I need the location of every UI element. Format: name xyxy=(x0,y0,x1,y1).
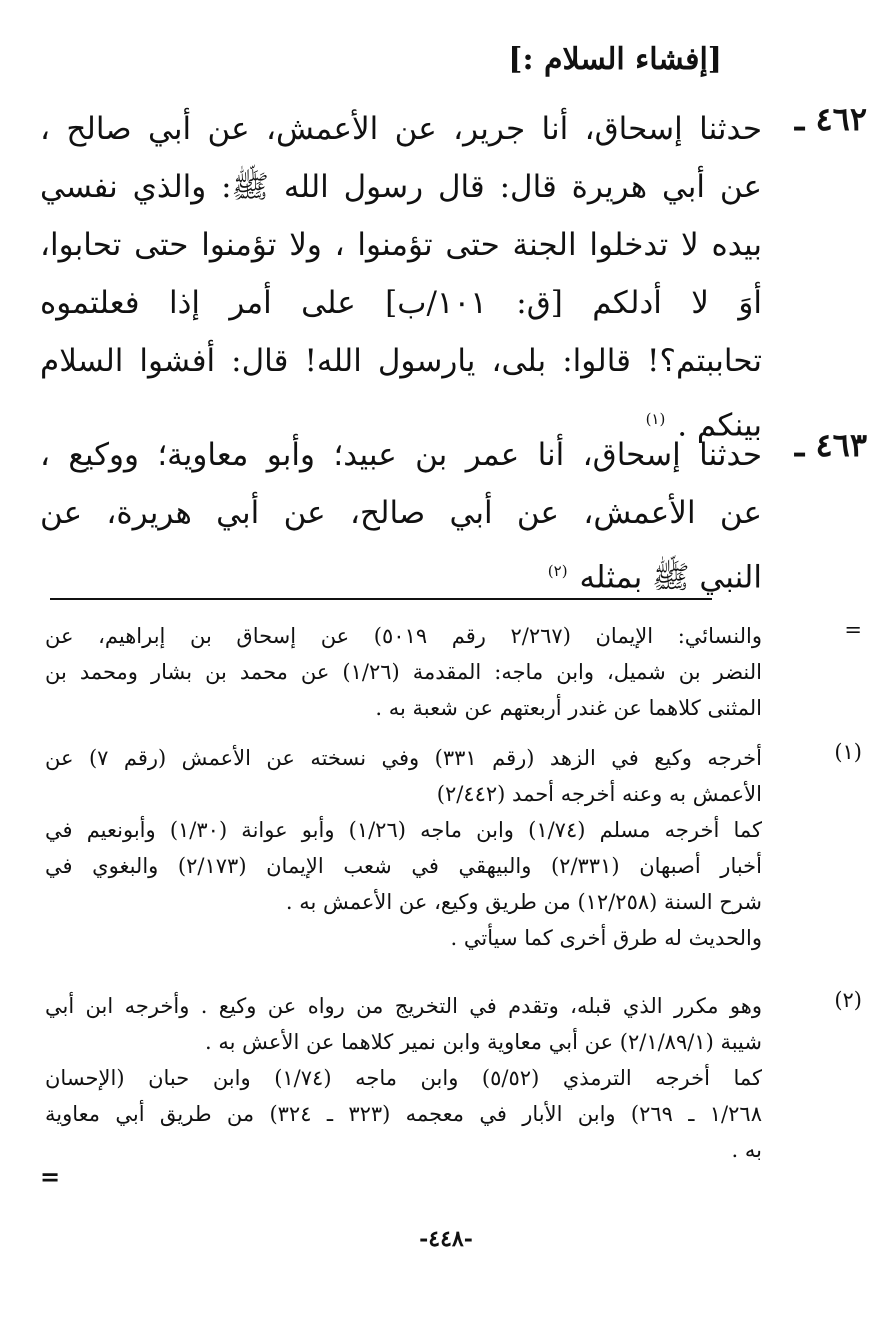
footnote-2 xyxy=(45,988,862,1168)
footnote-line: وهو مكرر الذي قبله، وتقدم في التخريج من رواه عن وكيع . وأخرجه ابن أبي xyxy=(45,994,762,1018)
continuation-marker-bottom: = xyxy=(40,1162,61,1191)
footnote-line: به . xyxy=(731,1138,762,1162)
footnote-line: ١/٢٦٨ ـ ٢٦٩) وابن الأبار في معجمه (٣٢٣ ـ ٣٢٤) من طريق أبي معاوية xyxy=(45,1102,762,1126)
page-number: -٤٤٨- xyxy=(419,1226,473,1252)
footnote-line: أخبار أصبهان (٢/٣٣١) والبيهقي في شعب الإيمان (٢/١٧٣) والبغوي في xyxy=(45,854,762,878)
hadith-text: النبي ﷺ بمثله xyxy=(579,559,762,596)
footnote-line: النضر بن شميل، وابن ماجه: المقدمة (١/٢٦) عن محمد بن بشار ومحمد بن xyxy=(45,660,762,684)
hadith-line xyxy=(40,542,762,600)
hadith-text: بينكم . xyxy=(677,407,762,444)
continuation-marker: = xyxy=(844,618,862,642)
footnote-line: كما أخرجه الترمذي (٥/٥٢) وابن ماجه (١/٧٤) وابن حبان (الإحسان xyxy=(45,1066,762,1090)
hadith-line: عن أبي هريرة قال: قال رسول الله ﷺ: والذي نفسي xyxy=(40,169,762,205)
hadith-line: عن الأعمش، عن أبي صالح، عن أبي هريرة، عن xyxy=(40,495,762,531)
footnote-line: أخرجه وكيع في الزهد (رقم ٣٣١) وفي نسخته عن الأعمش (رقم ٧) عن xyxy=(45,746,762,770)
footnote-line: والحديث له طرق أخرى كما سيأتي . xyxy=(450,926,762,950)
footnote-line: والنسائي: الإيمان (٢/٢٦٧ رقم ٥٠١٩) عن إسحاق بن إبراهيم، عن xyxy=(45,624,762,648)
hadith-line: حدثنا إسحاق، أنا جرير، عن الأعمش، عن أبي صالح ، xyxy=(40,111,762,147)
hadith-line: حدثنا إسحاق، أنا عمر بن عبيد؛ وأبو معاوية؛ ووكيع ، xyxy=(40,437,762,473)
footnote-line: الأعمش به وعنه أخرجه أحمد (٢/٤٤٢) xyxy=(436,782,762,806)
hadith-number: ٤٦٢ ـ xyxy=(794,100,867,138)
footnote-ref: (٢) xyxy=(547,562,568,580)
hadith-line: أوَ لا أدلكم [ق: ١٠١/ب] على أمر إذا فعلتموه xyxy=(40,285,762,321)
footnote-line: شرح السنة (١٢/٢٥٨) من طريق وكيع، عن الأعمش به . xyxy=(285,890,762,914)
hadith-463 xyxy=(40,426,867,600)
hadith-line: بيده لا تدخلوا الجنة حتى تؤمنوا ، ولا تؤمنوا حتى تحابوا، xyxy=(40,227,762,263)
footnote-ref: (١) xyxy=(645,410,666,428)
footnote-divider xyxy=(50,598,712,600)
hadith-number: ٤٦٣ ـ xyxy=(794,426,867,464)
hadith-line: تحاببتم؟! قالوا: بلى، يارسول الله! قال: أفشوا السلام xyxy=(40,343,762,379)
section-title: [إفشاء السلام :] xyxy=(508,42,722,77)
footnote-marker: (٢) xyxy=(834,988,862,1012)
footnote-marker: (١) xyxy=(834,740,862,764)
footnote-continuation xyxy=(45,618,862,726)
footnote-line: المثنى كلاهما عن غندر أربعتهم عن شعبة به . xyxy=(375,696,762,720)
footnote-line: كما أخرجه مسلم (١/٧٤) وابن ماجه (١/٢٦) وأبو عوانة (١/٣٠) وأبونعيم في xyxy=(45,818,762,842)
footnote-line: شيبة (٢/١/٨٩/١) عن أبي معاوية وابن نمير كلاهما عن الأعش به . xyxy=(205,1030,762,1054)
footnote-1 xyxy=(45,740,862,956)
